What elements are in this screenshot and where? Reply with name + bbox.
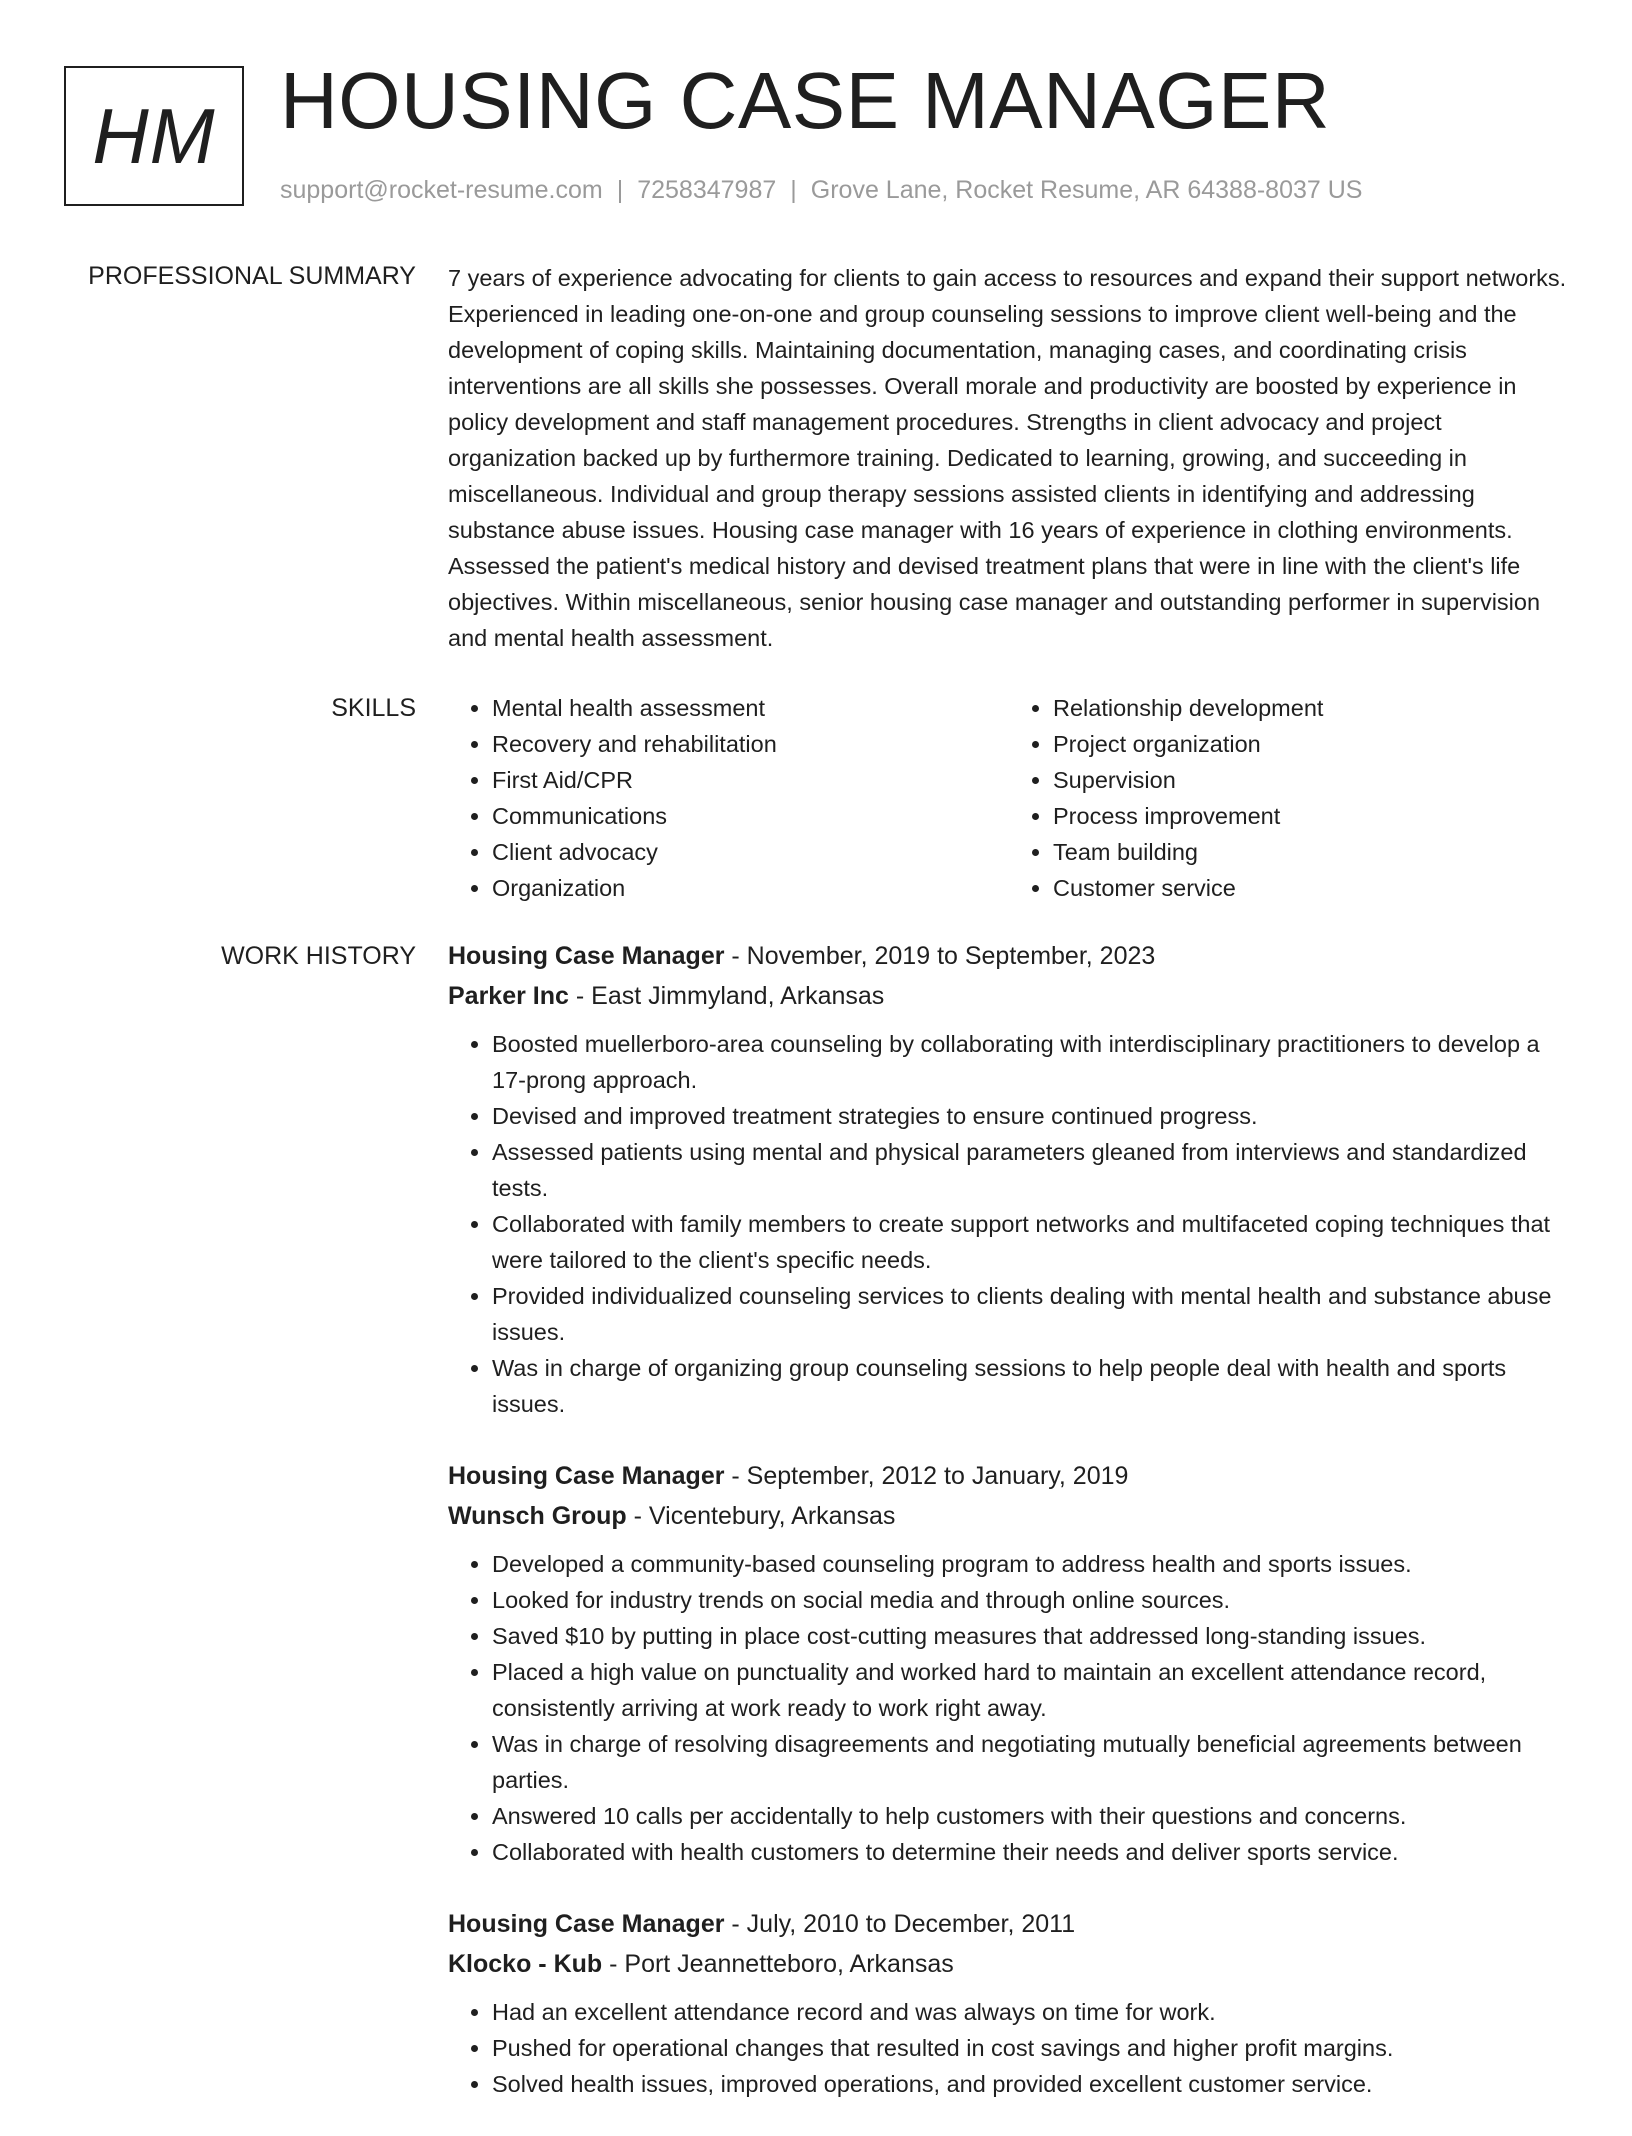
skill-item: • Team building <box>1053 834 1570 870</box>
job-bullet: • Collaborated with health customers to determine their needs and deliver sports service. <box>492 1834 1570 1870</box>
job-entry <box>448 1904 1570 2102</box>
monogram-initials: HM <box>92 91 216 180</box>
job-location: - Vicentebury, Arkansas <box>626 1502 896 1530</box>
skills-list-left <box>448 690 1009 906</box>
skill-item: • Mental health assessment <box>492 690 1009 726</box>
job-bullet: • Devised and improved treatment strategies to ensure continued progress. <box>492 1098 1570 1134</box>
job-bullet: • Developed a community-based counseling program to address health and sports issues. <box>492 1546 1570 1582</box>
monogram-logo <box>64 66 244 206</box>
job-company-line <box>448 1944 1570 1984</box>
job-bullet: • Provided individualized counseling services to clients dealing with mental health and substance abuse issues. <box>492 1278 1570 1350</box>
skill-item: • Process improvement <box>1053 798 1570 834</box>
job-bullet: • Boosted muellerboro-area counseling by collaborating with interdisciplinary practitioners to develop a 17-prong approach. <box>492 1026 1570 1098</box>
job-bullet: • Looked for industry trends on social media and through online sources. <box>492 1582 1570 1618</box>
job-dates: - July, 2010 to December, 2011 <box>724 1910 1076 1938</box>
contact-email: support@rocket-resume.com <box>280 176 603 204</box>
job-title-line <box>448 936 1570 976</box>
job-bullets <box>448 1026 1570 1422</box>
contact-phone: 7258347987 <box>637 176 777 204</box>
job-title: Housing Case Manager <box>448 942 725 970</box>
work-history-heading: WORK HISTORY <box>221 942 416 970</box>
skill-item: • Recovery and rehabilitation <box>492 726 1009 762</box>
skill-item: • First Aid/CPR <box>492 762 1009 798</box>
skill-item: • Relationship development <box>1053 690 1570 726</box>
summary-heading: PROFESSIONAL SUMMARY <box>88 262 416 290</box>
job-bullet: • Was in charge of organizing group counseling sessions to help people deal with health and sports issues. <box>492 1350 1570 1422</box>
job-bullet: • Assessed patients using mental and physical parameters gleaned from interviews and standardized tests. <box>492 1134 1570 1206</box>
summary-text: 7 years of experience advocating for clients to gain access to resources and expand their support networks. Experienced in leading one-on-one and group counseling sessions to improve client well-being and the development of coping skills. Maintaining documentation, managing cases, and coordinating crisis interventions are all skills she possesses. Overall morale and productivity are boosted by experience in policy development and staff management procedures. Strengths in client advocacy and project organization backed up by furthermore training. Dedicated to learning, growing, and succeeding in miscellaneous. Individual and group therapy sessions assisted clients in identifying and addressing substance abuse issues. Housing case manager with 16 years of experience in clothing environments. Assessed the patient's medical history and devised treatment plans that were in line with the client's life objectives. Within miscellaneous, senior housing case manager and outstanding performer in supervision and mental health assessment. <box>448 265 1567 651</box>
job-location: - Port Jeannetteboro, Arkansas <box>602 1950 954 1978</box>
skill-item: • Supervision <box>1053 762 1570 798</box>
skill-item: • Customer service <box>1053 870 1570 906</box>
job-entry <box>448 1456 1570 1870</box>
contact-separator: | <box>790 176 797 204</box>
job-entry <box>448 936 1570 1422</box>
resume-title: HOUSING CASE MANAGER <box>280 56 1331 145</box>
job-dates: - November, 2019 to September, 2023 <box>724 942 1156 970</box>
skills-heading: SKILLS <box>331 694 416 722</box>
job-company: Klocko - Kub <box>448 1950 603 1978</box>
job-bullet: • Had an excellent attendance record and was always on time for work. <box>492 1994 1570 2030</box>
job-company: Parker Inc <box>448 982 569 1010</box>
job-bullets <box>448 1546 1570 1870</box>
skill-item: • Organization <box>492 870 1009 906</box>
job-title: Housing Case Manager <box>448 1462 725 1490</box>
skill-item: • Project organization <box>1053 726 1570 762</box>
job-bullets <box>448 1994 1570 2102</box>
job-title: Housing Case Manager <box>448 1910 725 1938</box>
job-bullet: • Answered 10 calls per accidentally to help customers with their questions and concerns. <box>492 1798 1570 1834</box>
skill-item: • Communications <box>492 798 1009 834</box>
skill-item: • Client advocacy <box>492 834 1009 870</box>
job-title-line <box>448 1456 1570 1496</box>
job-company-line <box>448 976 1570 1016</box>
job-bullet: • Solved health issues, improved operations, and provided excellent customer service. <box>492 2066 1570 2102</box>
job-company-line <box>448 1496 1570 1536</box>
job-company: Wunsch Group <box>448 1502 627 1530</box>
job-bullet: • Pushed for operational changes that resulted in cost savings and higher profit margins. <box>492 2030 1570 2066</box>
contact-separator: | <box>616 176 624 204</box>
job-bullet: • Collaborated with family members to create support networks and multifaceted coping techniques that were tailored to the client's specific needs. <box>492 1206 1570 1278</box>
job-title-line <box>448 1904 1570 1944</box>
job-bullet: • Saved $10 by putting in place cost-cutting measures that addressed long-standing issues. <box>492 1618 1570 1654</box>
job-bullet: • Placed a high value on punctuality and worked hard to maintain an excellent attendance record, consistently arriving at work ready to work right away. <box>492 1654 1570 1726</box>
contact-address: Grove Lane, Rocket Resume, AR 64388-8037 US <box>810 176 1363 204</box>
job-dates: - September, 2012 to January, 2019 <box>724 1462 1129 1490</box>
job-bullet: • Was in charge of resolving disagreements and negotiating mutually beneficial agreements between parties. <box>492 1726 1570 1798</box>
skills-list-right <box>1009 690 1570 906</box>
job-location: - East Jimmyland, Arkansas <box>568 982 885 1010</box>
contact-line <box>280 176 1362 205</box>
